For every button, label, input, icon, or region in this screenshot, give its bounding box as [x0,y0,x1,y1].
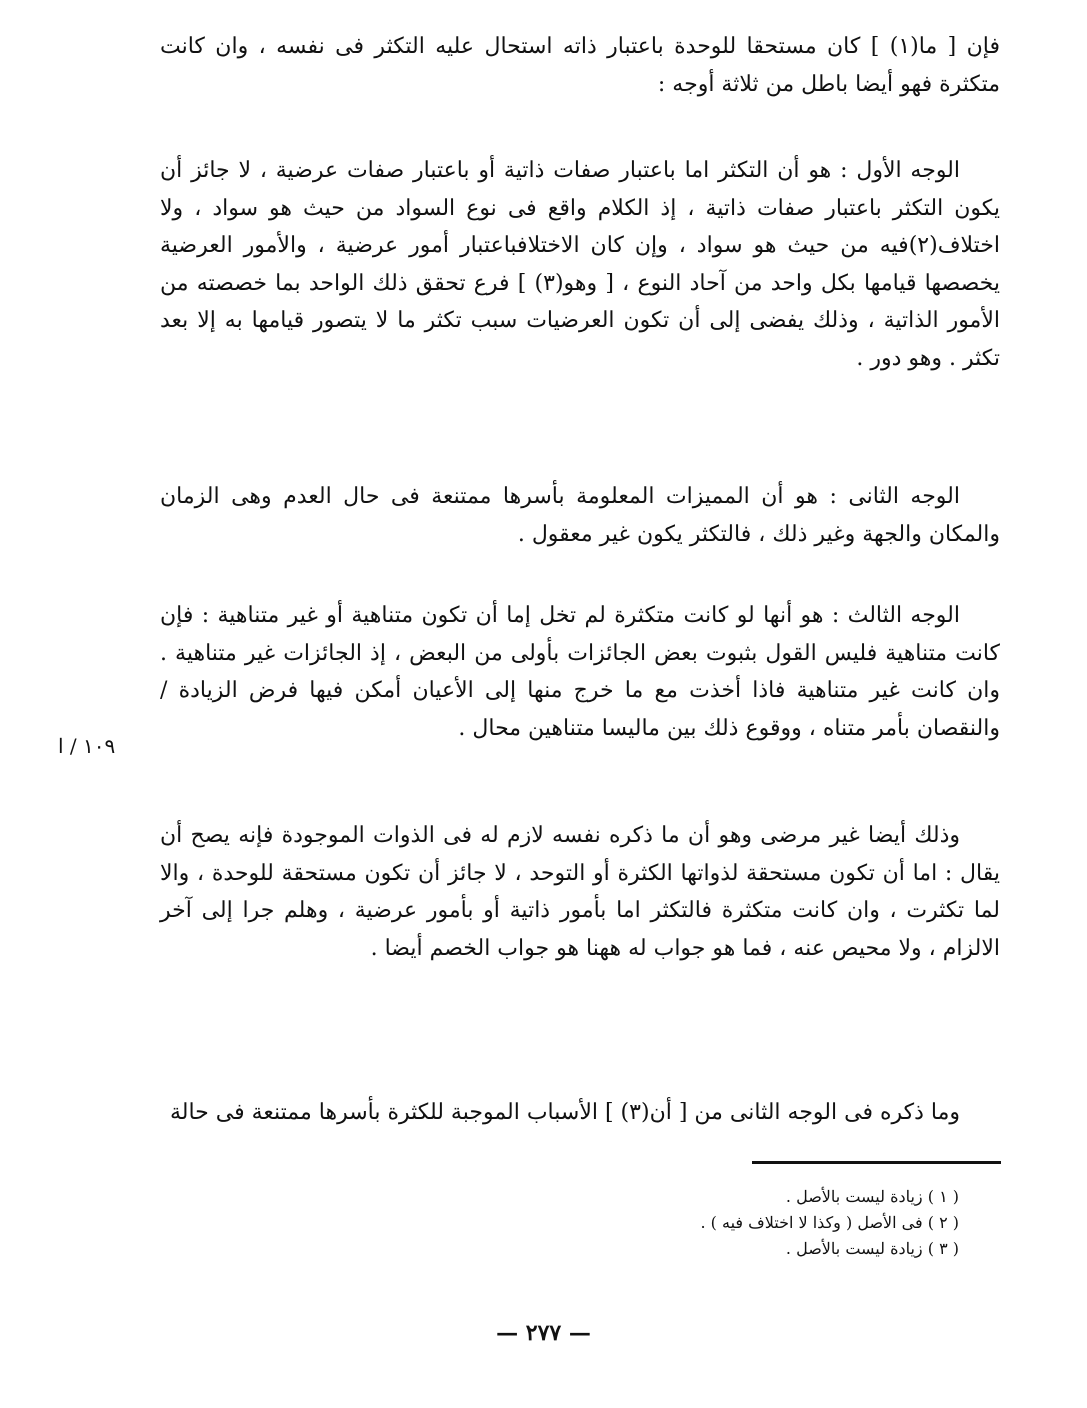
manuscript-folio-marker: ١٠٩ / ا [58,734,116,758]
main-text-first-aspect [160,152,1000,377]
paragraph-third-aspect: الوجه الثالث : هو أنها لو كانت متكثرة لم تخل إما أن تكون متناهية أو غير متناهية : فإن كانت متناهية فليس القول بثبوت بعض الجائزات بأولى من البعض ، إذ الجائزات غير متناهية . وان كانت غير متناهية فاذا أخذت مع ما خرج منها إلى الأعيان أمكن فيها فرض الزيادة / والنقصان بأمر متناه ، ووقوع ذلك بين ماليسا متناهين محال . [160,603,1000,741]
main-text-objection [160,817,1000,967]
main-text-third-aspect [160,597,1000,747]
footnote-3: ( ٣ ) زيادة ليست بالأصل . [785,1239,959,1258]
paragraph-second-aspect: الوجه الثانى : هو أن المميزات المعلومة بأسرها ممتنعة فى حال العدم وهى الزمان والمكان والجهة وغير ذلك ، فالتكثر يكون غير معقول . [160,484,1000,547]
paragraph-closing: وما ذكره فى الوجه الثانى من [ أن(٣) ] الأسباب الموجبة للكثرة بأسرها ممتنعة فى حالة [169,1100,960,1125]
footnote-2: ( ٢ ) فى الأصل ( وكذا لا اختلاف فيه ) . [700,1213,959,1232]
main-text-second-aspect [160,478,1000,553]
footnote-separator [752,1161,1001,1164]
main-text [160,28,1000,103]
footnote-1: ( ١ ) زيادة ليست بالأصل . [785,1187,959,1206]
footnotes [439,1184,959,1262]
paragraph-intro: فإن [ ما(١) ] كان مستحقا للوحدة باعتبار ذاته استحال عليه التكثر فى نفسه ، وان كانت متكثرة فهو أيضا باطل من ثلاثة أوجه : [160,34,1001,97]
paragraph-first-aspect: الوجه الأول : هو أن التكثر اما باعتبار صفات ذاتية أو باعتبار صفات عرضية ، لا جائز أن يكون التكثر باعتبار صفات ذاتية ، إذ الكلام واقع فى نوع السواد من حيث هو سواد ، ولا اختلاف(٢)فيه من حيث هو سواد ، وإن كان الاختلافباعتبار أمور عرضية ، والأمور العرضية يخصصها قيامها بكل واحد من آحاد النوع ، [ وهو(٣) ] فرع تحقق ذلك الواحد بما خصصته من الأمور الذاتية ، وذلك يفضى إلى أن تكون العرضيات سبب تكثر ما لا يتصور قيامها به إلا بعد تكثر . وهو دور . [160,158,1000,371]
page-number: — ٢٧٧ — [496,1320,591,1346]
paragraph-objection: وذلك أيضا غير مرضى وهو أن ما ذكره نفسه لازم له فى الذوات الموجودة فإنه يصح أن يقال : اما أن تكون مستحقة لذواتها الكثرة أو التوحد ، لا جائز أن تكون مستحقة للوحدة ، والا لما تكثرت ، وان كانت متكثرة فالتكثر اما بأمور ذاتية أو بأمور عرضية ، وهلم جرا إلى آخر الالزام ، ولا محيص عنه ، فما هو جواب له ههنا هو جواب الخصم أيضا . [160,823,1000,961]
main-text-closing [160,1094,1000,1132]
